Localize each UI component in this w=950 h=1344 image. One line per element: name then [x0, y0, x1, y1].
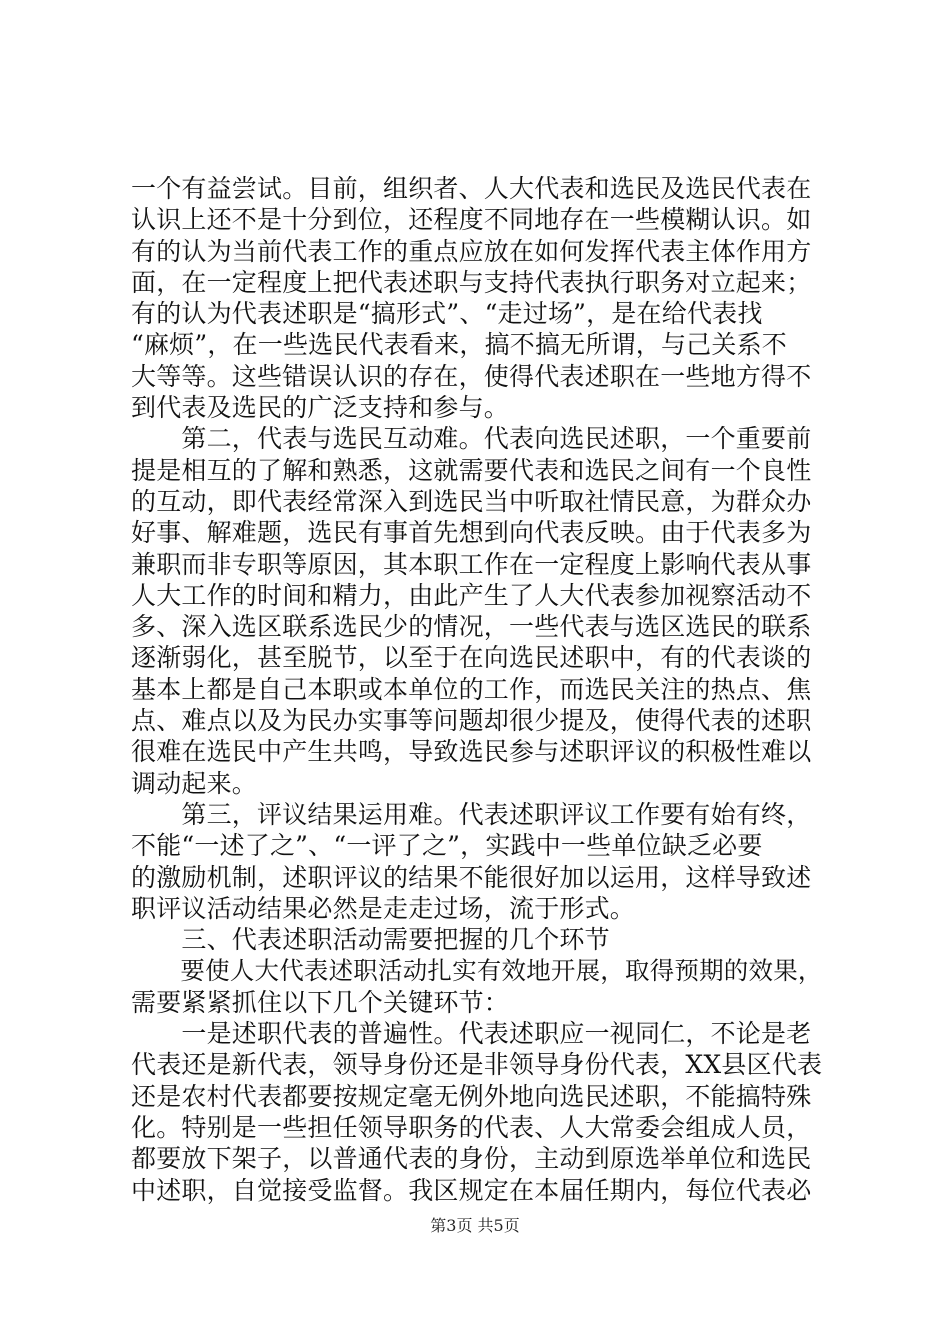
text-line: 第二，代表与选民互动难。代表向选民述职，一个重要前 — [131, 424, 812, 454]
text-line: 提是相互的了解和熟悉，这就需要代表和选民之间有一个良性 — [131, 455, 812, 485]
page-number-footer: 第3页 共5页 — [430, 1216, 520, 1235]
section-heading: 三、代表述职活动需要把握的几个环节 — [131, 925, 610, 955]
body-text — [131, 173, 831, 1206]
text-line: 还是农村代表都要按规定毫无例外地向选民述职，不能搞特殊 — [131, 1081, 812, 1111]
text-line: 职评议活动结果必然是走走过场，流于形式。 — [131, 893, 636, 923]
text-line: “麻烦”，在一些选民代表看来，搞不搞无所谓，与己关系不 — [131, 330, 787, 360]
text-line: 很难在选民中产生共鸣，导致选民参与述职评议的积极性难以 — [131, 737, 812, 767]
text-line: 到代表及选民的广泛支持和参与。 — [131, 393, 510, 423]
text-line: 一个有益尝试。目前，组织者、人大代表和选民及选民代表在 — [131, 174, 812, 203]
text-line: 有的认为当前代表工作的重点应放在如何发挥代表主体作用方 — [131, 236, 812, 266]
text-line: 好事、解难题，选民有事首先想到向代表反映。由于代表多为 — [131, 518, 812, 548]
text-line: 都要放下架子，以普通代表的身份，主动到原选举单位和选民 — [131, 1144, 812, 1174]
text-line: 面，在一定程度上把代表述职与支持代表执行职务对立起来； — [131, 267, 812, 297]
text-line: 有的认为代表述职是“搞形式”、“走过场”，是在给代表找 — [131, 299, 763, 329]
text-line: 中述职，自觉接受监督。我区规定在本届任期内，每位代表必 — [131, 1175, 812, 1205]
text-line: 一是述职代表的普遍性。代表述职应一视同仁，不论是老 — [131, 1019, 812, 1049]
text-line: 的激励机制，述职评议的结果不能很好加以运用，这样导致述 — [131, 862, 812, 892]
text-line: 人大工作的时间和精力，由此产生了人大代表参加视察活动不 — [131, 580, 812, 610]
text-line: 兼职而非专职等原因，其本职工作在一定程度上影响代表从事 — [131, 549, 812, 579]
text-line: 调动起来。 — [131, 768, 258, 798]
text-line: 认识上还不是十分到位，还程度不同地存在一些模糊认识。如 — [131, 205, 812, 235]
text-line: 点、难点以及为民办实事等问题却很少提及，使得代表的述职 — [131, 706, 812, 736]
text-line: 代表还是新代表，领导身份还是非领导身份代表，XX县区代表 — [131, 1050, 823, 1080]
text-line: 的互动，即代表经常深入到选民当中听取社情民意，为群众办 — [131, 486, 812, 516]
text-line: 第三，评议结果运用难。代表述职评议工作要有始有终， — [131, 799, 812, 829]
text-line: 逐渐弱化，甚至脱节，以至于在向选民述职中，有的代表谈的 — [131, 643, 812, 673]
text-line: 要使人大代表述职活动扎实有效地开展，取得预期的效果， — [131, 956, 823, 986]
text-line: 多、深入选区联系选民少的情况，一些代表与选区选民的联系 — [131, 612, 812, 642]
text-line: 基本上都是自己本职或本单位的工作，而选民关注的热点、焦 — [131, 674, 812, 704]
text-line: 大等等。这些错误认识的存在，使得代表述职在一些地方得不 — [131, 361, 812, 391]
text-line: 化。特别是一些担任领导职务的代表、人大常委会组成人员， — [131, 1112, 812, 1142]
text-line: 需要紧紧抓住以下几个关键环节： — [131, 987, 510, 1017]
text-line: 不能“一述了之”、“一评了之”，实践中一些单位缺乏必要 — [131, 831, 763, 861]
